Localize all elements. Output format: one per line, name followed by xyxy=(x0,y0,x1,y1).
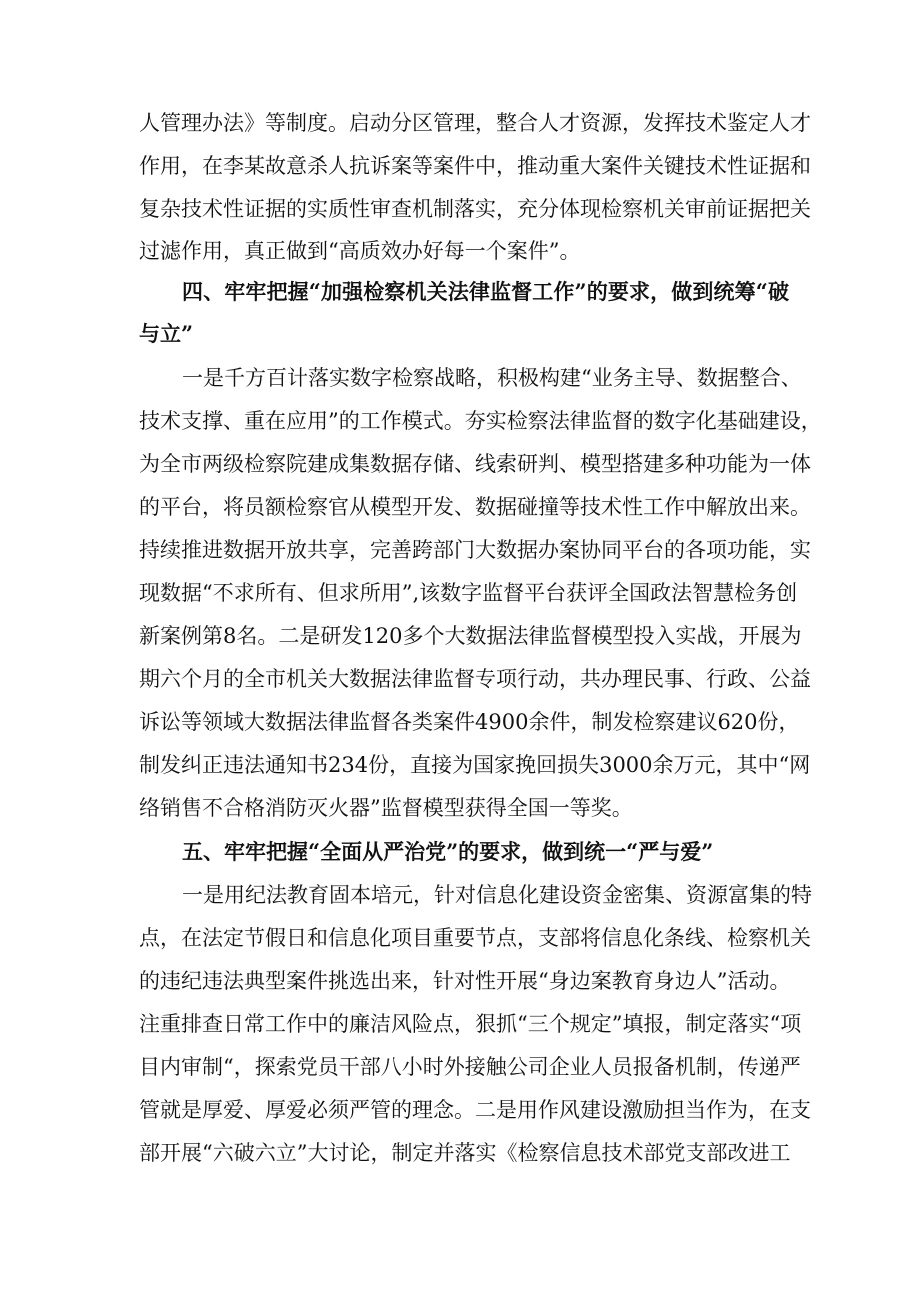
body-line: 络销售不合格消防灭火器”监督模型获得全国一等奖。 xyxy=(139,796,633,820)
body-line: 一是用纪法教育固本培元，针对信息化建设资金密集、资源富集的特 xyxy=(182,883,812,907)
body-line: 作用，在李某故意杀人抗诉案等案件中，推动重大案件关键技术性证据和 xyxy=(139,154,811,178)
body-line: 目内审制“，探索党员干部八小时外接触公司企业人员报备机制，传递严 xyxy=(139,1055,801,1079)
body-line: 过滤作用，真正做到“高质效办好每一个案件”。 xyxy=(139,239,581,263)
section-heading-4-cont: 与立” xyxy=(139,321,194,346)
body-line: 持续推进数据开放共享，完善跨部门大数据办案协同平台的各项功能，实 xyxy=(139,538,811,562)
body-line: 期六个月的全市机关大数据法律监督专项行动，共办理民事、行政、公益 xyxy=(139,667,811,691)
body-line: 部开展“六破六立”大讨论，制定并落实《检察信息技术部党支部改进工 xyxy=(139,1141,791,1165)
body-line: 现数据“不求所有、但求所用”,该数字监督平台获评全国政法智慧检务创 xyxy=(139,581,798,605)
body-line: 注重排查日常工作中的廉洁风险点，狠抓“三个规定”填报，制定落实“项 xyxy=(139,1012,802,1036)
body-line: 诉讼等领域大数据法律监督各类案件4900余件，制发检察建议620份， xyxy=(139,710,800,734)
body-line: 新案例第8名。二是研发120多个大数据法律监督模型投入实战，开展为 xyxy=(139,624,802,648)
body-line: 点，在法定节假日和信息化项目重要节点，支部将信息化条线、检察机关 xyxy=(139,926,811,950)
section-heading-4: 四、牢牢把握“加强检察机关法律监督工作”的要求，做到统筹“破 xyxy=(182,279,789,304)
body-line: 制发纠正违法通知书234份，直接为国家挽回损失3000余万元，其中“网 xyxy=(139,753,811,777)
body-line: 管就是厚爱、厚爱必须严管的理念。二是用作风建设激励担当作为，在支 xyxy=(139,1098,811,1122)
body-line: 的违纪违法典型案件挑选出来，针对性开展“身边案教育身边人”活动。 xyxy=(139,969,791,993)
body-line: 为全市两级检察院建成集数据存储、线索研判、模型搭建多种功能为一体 xyxy=(139,452,811,476)
body-line: 技术支撑、重在应用”的工作模式。夯实检察法律监督的数字化基础建设， xyxy=(139,409,822,433)
body-line: 复杂技术性证据的实质性审查机制落实，充分体现检察机关审前证据把关 xyxy=(139,197,811,221)
body-line: 的平台，将员额检察官从模型开发、数据碰撞等技术性工作中解放出来。 xyxy=(139,495,811,519)
body-line: 人管理办法》等制度。启动分区管理，整合人才资源，发挥技术鉴定人才 xyxy=(139,111,811,135)
section-heading-5: 五、牢牢把握“全面从严治党”的要求，做到统一“严与爱” xyxy=(182,839,714,864)
body-line: 一是千方百计落实数字检察战略，积极构建“业务主导、数据整合、 xyxy=(182,366,802,390)
